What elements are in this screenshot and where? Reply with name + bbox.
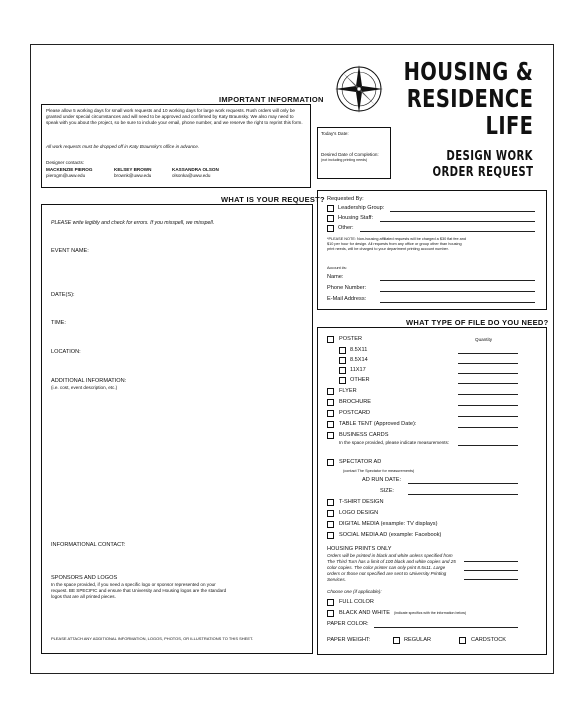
title-line-1: HOUSING & — [403, 57, 533, 86]
flyer-qty-line[interactable] — [458, 394, 518, 395]
spectator-checkbox[interactable] — [327, 459, 334, 466]
size-line[interactable] — [408, 494, 518, 495]
spectator-note: (contact The Spectator for measurements) — [343, 469, 415, 473]
housing-staff-line[interactable] — [380, 221, 535, 222]
business-cards-line[interactable] — [458, 445, 518, 446]
size-label: SIZE: — [380, 488, 394, 494]
title-line-2: RESIDENCE — [406, 84, 533, 113]
filetype-box — [317, 327, 547, 655]
brochure-qty-line[interactable] — [458, 405, 518, 406]
leadership-label: Leadership Group: — [338, 205, 385, 211]
phone-label: Phone Number: — [327, 285, 367, 291]
dates-label: DATE(S): — [51, 292, 75, 298]
request-instruction: PLEASE write legibly and check for errors. If you misspell, we misspell. — [51, 220, 215, 226]
other-checkbox[interactable] — [327, 225, 334, 232]
regular-label: REGULAR — [404, 637, 432, 643]
sponsors-label: SPONSORS AND LOGOS — [51, 575, 118, 581]
prints-qty-line-3[interactable] — [464, 579, 518, 580]
regular-checkbox[interactable] — [393, 637, 400, 644]
bw-label: BLACK AND WHITE — [339, 610, 390, 616]
compass-logo — [331, 61, 387, 117]
event-name-label: EVENT NAME: — [51, 248, 89, 254]
contact-3-name: KASSANDRA OLSON — [172, 167, 219, 172]
postcard-qty-line[interactable] — [458, 416, 518, 417]
brochure-label: BROCHURE — [339, 399, 372, 405]
size-8x11-checkbox[interactable] — [339, 347, 346, 354]
other-label: Other: — [338, 225, 354, 231]
postcard-checkbox[interactable] — [327, 410, 334, 417]
digital-media-label: DIGITAL MEDIA (example: TV displays) — [339, 521, 438, 527]
requested-by-label: Requested By: — [327, 196, 364, 202]
prints-note: Orders will be printed in black and white unless specified from The Third Turn has a limit of 100 black and white copies and 25 color copies. The color printer can only print 8.5x11. Large orders or those not specified are sent to University Printing Services. — [327, 553, 456, 582]
housing-prints-label: HOUSING PRINTS ONLY — [327, 546, 392, 552]
ad-run-label: AD RUN DATE: — [362, 477, 402, 483]
important-para-1: Please allow 5 working days for small work requests and 10 working days for large work requests. Rush orders will only be granted under special circumstances and will need to be approved and confirmed by Katy Braunsky. We also may need to speak with you about the project, so be sure to include your email, phone number, and we reserve the right to reprint this form. — [46, 108, 303, 125]
time-label: TIME: — [51, 320, 66, 326]
business-cards-label: BUSINESS CARDS — [339, 432, 389, 438]
size-8x11-label: 8.5X11 — [350, 347, 368, 353]
leadership-checkbox[interactable] — [327, 205, 334, 212]
subtitle-line-1: DESIGN WORK — [446, 149, 533, 164]
additional-note: (i.e. cost, event description, etc.) — [51, 385, 118, 390]
social-media-checkbox[interactable] — [327, 532, 334, 539]
contact-2-email: brownk@uww.edu — [114, 173, 152, 178]
flyer-label: FLYER — [339, 388, 357, 394]
contact-2-name: KELSEY BROWN — [114, 167, 152, 172]
social-media-label: SOCIAL MEDIA AD (example: Facebook) — [339, 532, 442, 538]
size-11x17-checkbox[interactable] — [339, 367, 346, 374]
email-label: E-Mail Address: — [327, 296, 367, 302]
bw-checkbox[interactable] — [327, 610, 334, 617]
contact-1-name: MACKENZIE PIEROG — [46, 167, 93, 172]
phone-line[interactable] — [380, 291, 535, 292]
size-8x14-checkbox[interactable] — [339, 357, 346, 364]
table-tent-checkbox[interactable] — [327, 421, 334, 428]
choose-one-label: Choose one (if applicable): — [327, 589, 382, 594]
spectator-label: SPECTATOR AD — [339, 459, 382, 465]
filetype-heading: WHAT TYPE OF FILE DO YOU NEED? — [406, 318, 549, 327]
paper-color-line[interactable] — [374, 627, 518, 628]
logo-design-label: LOGO DESIGN — [339, 510, 379, 516]
poster-checkbox[interactable] — [327, 336, 334, 343]
other-line[interactable] — [360, 231, 535, 232]
size-8x14-label: 8.5X14 — [350, 357, 368, 363]
requester-note: *PLEASE NOTE: Non-housing affiliated requests will be charged a $30 flat fee and $10 per hour for design. All requests from any office or group other than housing print needs, will be charged to your department printing account number. — [327, 237, 467, 251]
completion-date-label: Desired Date of Completion: — [321, 152, 379, 157]
important-box — [41, 104, 311, 188]
contacts-label: Designer contacts: — [46, 160, 85, 165]
subtitle-line-2: ORDER REQUEST — [432, 165, 533, 180]
important-heading: IMPORTANT INFORMATION — [219, 95, 324, 104]
compass-icon — [331, 61, 387, 117]
todays-date-label: Today's Date: — [321, 131, 349, 136]
size-11x17-qty-line[interactable] — [458, 373, 518, 374]
prints-qty-line-1[interactable] — [464, 561, 518, 562]
form-page — [30, 44, 554, 674]
bw-note: (indicate specifics with the information below) — [394, 611, 467, 615]
dates-box — [317, 127, 391, 179]
housing-staff-checkbox[interactable] — [327, 215, 334, 222]
paper-color-label: PAPER COLOR: — [327, 621, 369, 627]
full-color-checkbox[interactable] — [327, 599, 334, 606]
housing-staff-label: Housing Staff: — [338, 215, 374, 221]
flyer-checkbox[interactable] — [327, 388, 334, 395]
table-tent-qty-line[interactable] — [458, 427, 518, 428]
account-label: Account #s: — [327, 266, 347, 270]
quantity-label: Quantity — [475, 337, 493, 342]
business-cards-checkbox[interactable] — [327, 432, 334, 439]
logo-design-checkbox[interactable] — [327, 510, 334, 517]
location-label: LOCATION: — [51, 349, 81, 355]
request-box — [41, 204, 313, 654]
contact-3-email: olsonka@uww.edu — [172, 173, 211, 178]
poster-label: POSTER — [339, 336, 363, 342]
tshirt-checkbox[interactable] — [327, 499, 334, 506]
attach-note: PLEASE ATTACH ANY ADDITIONAL INFORMATION, LOGOS, PHOTOS, OR ILLUSTRATIONS TO THIS SHEET. — [51, 636, 254, 641]
size-other-checkbox[interactable] — [339, 377, 346, 384]
full-color-label: FULL COLOR — [339, 599, 374, 605]
ad-run-line[interactable] — [408, 483, 518, 484]
digital-media-checkbox[interactable] — [327, 521, 334, 528]
leadership-line[interactable] — [390, 211, 535, 212]
size-8x11-qty-line[interactable] — [458, 353, 518, 354]
name-line[interactable] — [380, 280, 535, 281]
title-line-3: LIFE — [485, 111, 533, 140]
tshirt-label: T-SHIRT DESIGN — [339, 499, 384, 505]
additional-label: ADDITIONAL INFORMATION: — [51, 378, 127, 384]
size-11x17-label: 11X17 — [350, 367, 366, 373]
contact-1-email: pierogm@uww.edu — [46, 173, 86, 178]
important-para-2: All work requests must be dropped off in Katy Braunsky's office in advance. — [46, 144, 200, 149]
table-tent-label: TABLE TENT (Approved Date): — [339, 421, 417, 427]
requester-box — [317, 190, 547, 310]
email-line[interactable] — [380, 302, 535, 303]
business-cards-note: In the space provided, please indicate measurements: — [339, 440, 450, 445]
size-other-qty-line[interactable] — [458, 383, 518, 384]
request-heading: WHAT IS YOUR REQUEST? — [221, 195, 325, 204]
informational-label: INFORMATIONAL CONTACT: — [51, 542, 126, 548]
completion-date-note: (not including printing needs) — [321, 158, 368, 162]
prints-qty-line-2[interactable] — [464, 570, 518, 571]
cardstock-label: CARDSTOCK — [471, 637, 507, 643]
cardstock-checkbox[interactable] — [459, 637, 466, 644]
postcard-label: POSTCARD — [339, 410, 371, 416]
name-label: Name: — [327, 274, 344, 280]
brochure-checkbox[interactable] — [327, 399, 334, 406]
paper-weight-label: PAPER WEIGHT: — [327, 637, 371, 643]
size-8x14-qty-line[interactable] — [458, 363, 518, 364]
size-other-label: OTHER — [350, 377, 370, 383]
sponsors-note: In the space provided, if you need a specific logo or sponsor represented on your request. BE SPECIFIC and ensure that University and Housing logos are the standard logos that are all printed pieces. — [51, 582, 227, 599]
